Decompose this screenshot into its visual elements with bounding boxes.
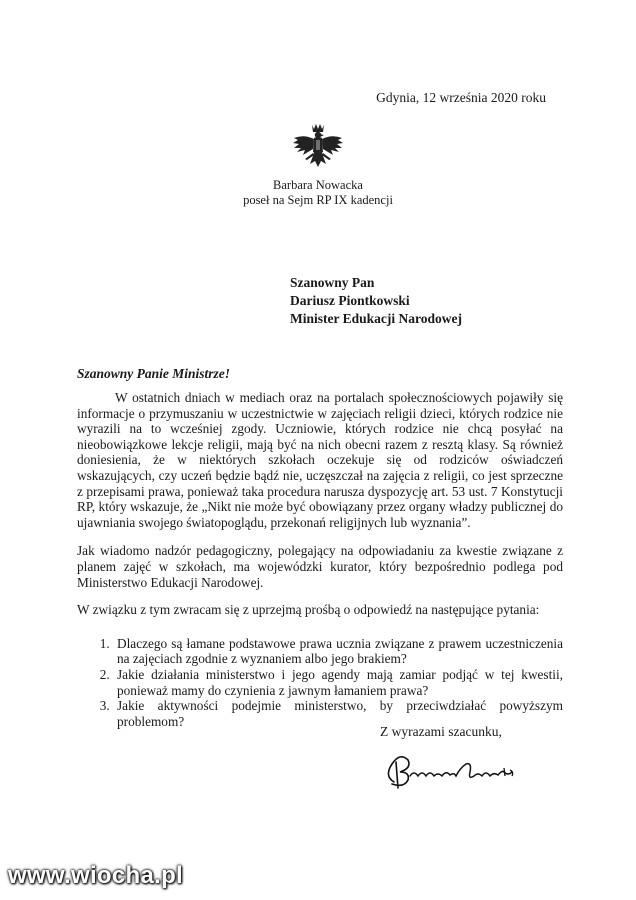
addressee-line-1: Szanowny Pan (290, 275, 375, 290)
question-item: 1. Dlaczego są łamane podstawowe prawa ucznia związane z prawem uczestniczenia na zajęciach zgodnie z wyznaniem albo jego brakiem? (113, 636, 563, 667)
sender-title: poseł na Sejm RP IX kadencji (243, 193, 393, 207)
sender-block (0, 178, 636, 208)
sender-name: Barbara Nowacka (273, 178, 363, 192)
watermark-text: www.wiocha.pl (8, 862, 184, 889)
addressee-block (290, 274, 462, 328)
white-eagle-emblem-icon (290, 122, 346, 170)
question-item: 3. Jakie aktywności podejmie ministerstwo, by przeciwdziałać powyższym problemom? (113, 698, 563, 729)
letter-date: Gdynia, 12 września 2020 roku (376, 90, 546, 105)
closing-phrase: Z wyrazami szacunku, (380, 724, 502, 739)
questions-list (77, 636, 563, 730)
paragraph-2: Jak wiadomo nadzór pedagogiczny, polegający na odpowiadaniu za kwestie związane z planem zajęć w szkołach, ma wojewódzki kurator, który bezpośrednio podlega pod Ministerstwo Edukacji Narodowej. (77, 543, 563, 590)
letter-body (77, 390, 563, 729)
salutation: Szanowny Panie Ministrze! (77, 366, 231, 381)
addressee-line-3: Minister Edukacji Narodowej (290, 311, 462, 326)
signature-image (374, 742, 534, 796)
paragraph-1: W ostatnich dniach w mediach oraz na portalach społecznościowych pojawiły się informacje o przymuszaniu w uczestnictwie w zajęciach religii dzieci, których rodzice nie wyrazili na to wcześniej zgody. Uczniowie, których rodzice nie chcą posyłać na nieobowiązkowe lekcje religii, mają być na nich obecni razem z resztą klasy. Są również doniesienia, że w niektórych szkołach oczekuje się od rodziców oświadczeń wskazujących, czy uczeń będzie bądź nie, uczęszczał na zajęcia z religii, co jest sprzeczne z przepisami prawa, ponieważ taka procedura narusza dyspozycję art. 53 ust. 7 Konstytucji RP, który wskazuje, że „Nikt nie może być obowiązany przez organy władzy publicznej do ujawniania swojego światopoglądu, przekonań religijnych lub wyznania”. (77, 390, 563, 530)
addressee-line-2: Dariusz Piontkowski (290, 293, 410, 308)
paragraph-3: W związku z tym zwracam się z uprzejmą prośbą o odpowiedź na następujące pytania: (77, 602, 540, 618)
question-item: 2. Jakie działania ministerstwo i jego agendy mają zamiar podjąć w tej kwestii, ponieważ mamy do czynienia z jawnym łamaniem prawa? (113, 667, 563, 698)
